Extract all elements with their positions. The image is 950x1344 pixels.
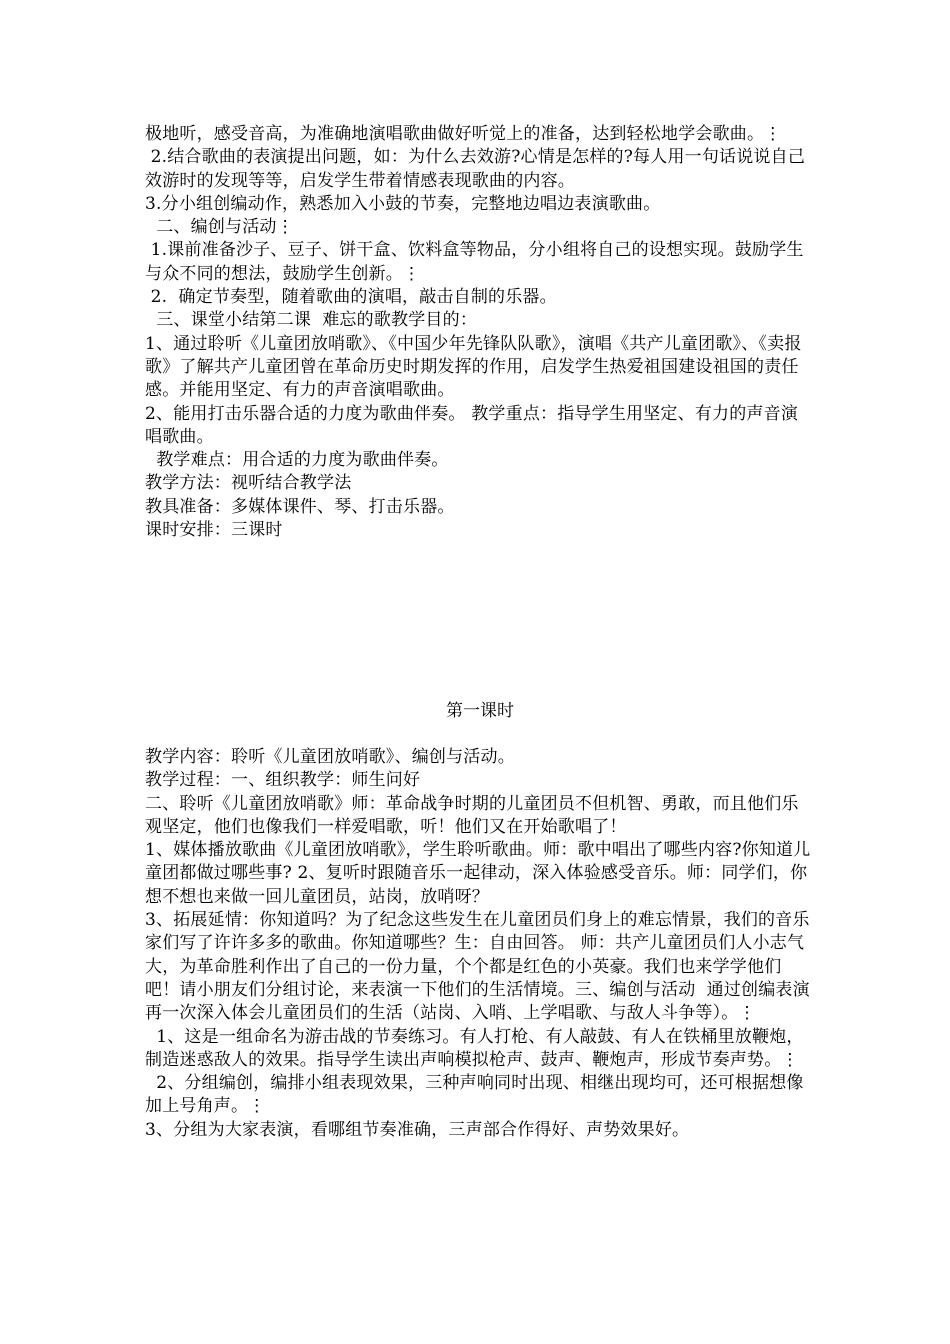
paragraph: 3、拓展延情：你知道吗？为了纪念这些发生在儿童团员们身上的难忘情景，我们的音乐家们写了许许多多的歌曲。你知道哪些？生：自由回答。 师：共产儿童团员们人小志气大，为革命胜利作出了自己的一份力量，个个都是红色的小英豪。我们也来学学他们吧！请小朋友们分组讨论，来表演一下他们的生活情境。三、编创与活动 通过创编表演再一次深入体会儿童团员们的生活（站岗、入哨、上学唱歌、与敌人斗争等）。⋮ (145, 910, 810, 1024)
paragraph: 三、课堂小结第二课 难忘的歌教学目的： (145, 310, 478, 331)
paragraph: 二、聆听《儿童团放哨歌》师：革命战争时期的儿童团员不但机智、勇敢，而且他们乐观坚定，他们也像我们一样爱唱歌，听！他们又在开始歌唱了！ (145, 793, 799, 837)
paragraph: 教学内容：聆听《儿童团放哨歌》、编创与活动。 (145, 747, 515, 767)
paragraph: 教学过程：一、组织教学：师生问好 (145, 770, 421, 791)
paragraph: 1、这是一组命名为游击战的节奏练习。有人打枪、有人敲鼓、有人在铁桶里放鞭炮，制造迷惑敌人的效果。指导学生读出声响模拟枪声、鼓声、鞭炮声，形成节奏声势。⋮ (145, 1026, 804, 1070)
paragraph: 2、分组编创，编排小组表现效果，三种声响同时出现、相继出现均可，还可根据想像加上号角声。⋮ (145, 1073, 804, 1117)
paragraph: 1、通过聆听《儿童团放哨歌》、《中国少年先锋队队歌》，演唱《共产儿童团歌》、《卖报歌》了解共产儿童团曾在革命历史时期发挥的作用，启发学生热爱祖国建设祖国的责任感。并能用坚定、有力的声音演唱歌曲。 (145, 333, 802, 401)
section-heading: 第一课时 (446, 701, 514, 721)
paragraph: 教具准备：多媒体课件、琴、打击乐器。 (145, 496, 455, 517)
paragraph: 2.结合歌曲的表演提出问题，如：为什么去效游?心情是怎样的?每人用一句话说说自己效游时的发现等等，启发学生带着情感表现歌曲的内容。 (145, 147, 806, 191)
paragraph: 2. 确定节奏型，随着歌曲的演唱，敲击自制的乐器。 (145, 287, 557, 308)
paragraph: 教学方法：视听结合教学法 (145, 473, 352, 494)
paragraph: 二、编创与活动⋮ (145, 217, 294, 238)
paragraph: 1.课前准备沙子、豆子、饼干盒、饮料盒等物品，分小组将自己的设想实现。鼓励学生与众不同的想法，鼓励学生创新。⋮ (145, 240, 804, 284)
paragraph: 3、分组为大家表演，看哪组节奏准确，三声部合作得好、声势效果好。 (145, 1119, 690, 1140)
paragraph: 课时安排：三课时 (145, 520, 283, 541)
paragraph: 2、能用打击乐器合适的力度为歌曲伴奏。 教学重点：指导学生用坚定、有力的声音演唱歌曲。 (145, 403, 799, 447)
paragraph: 极地听，感受音高，为准确地演唱歌曲做好听觉上的准备，达到轻松地学会歌曲。⋮ (145, 124, 782, 144)
text-section-1 (145, 123, 815, 542)
paragraph: 1、媒体播放歌曲《儿童团放哨歌》，学生聆听歌曲。师：歌中唱出了哪些内容?你知道儿童团都做过哪些事? 2、复听时跟随音乐一起律动，深入体验感受音乐。师：同学们，你想不想也来做一回儿童团员，站岗，放哨呀？ (145, 840, 811, 907)
text-section-2 (145, 746, 815, 1142)
paragraph: 教学难点：用合适的力度为歌曲伴奏。 (145, 450, 449, 471)
paragraph: 3.分小组创编动作，熟悉加入小鼓的节奏，完整地边唱边表演歌曲。 (145, 193, 661, 214)
